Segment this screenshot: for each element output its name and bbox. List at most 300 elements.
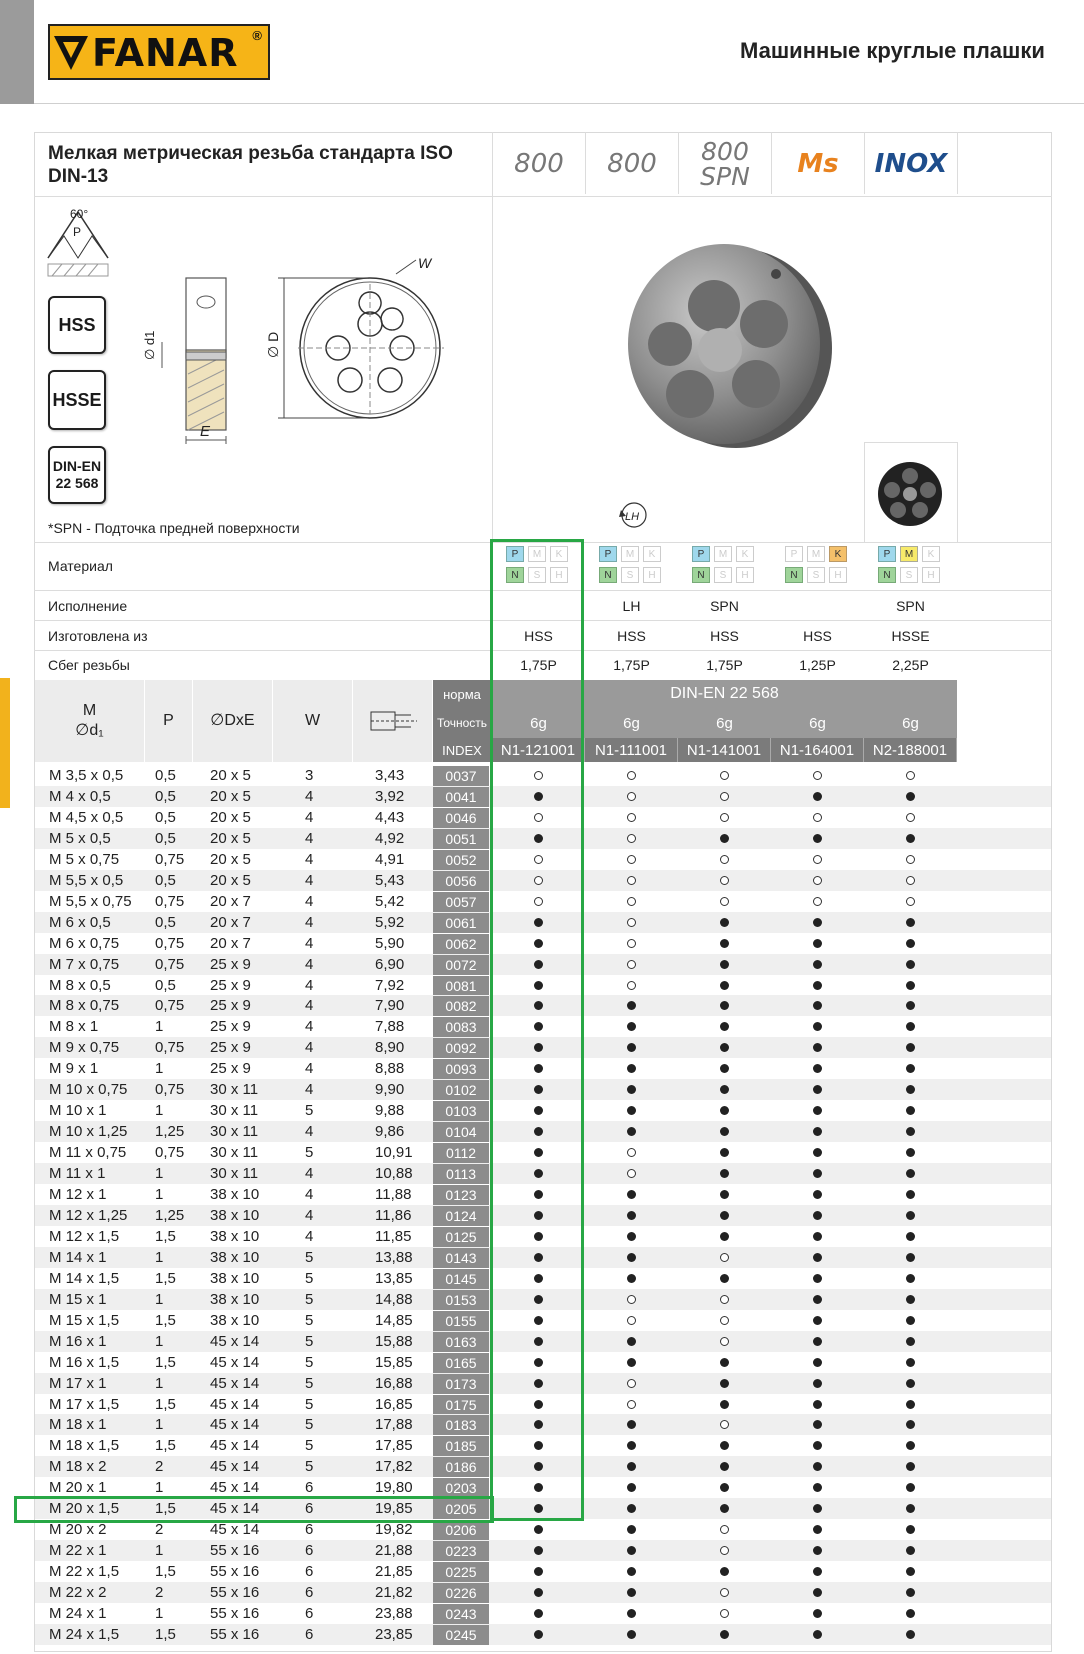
outer-dimensions-cell: 45 x 14 [210, 1332, 260, 1350]
outer-dimensions-cell: 30 x 11 [210, 1123, 259, 1141]
available-dot-icon [720, 1504, 729, 1513]
available-dot-icon [720, 1106, 729, 1115]
width-code-cell: 5 [305, 1374, 314, 1392]
thread-size-cell: M 11 x 1 [49, 1165, 106, 1183]
available-dot-icon [720, 1001, 729, 1010]
d1-dimension-label: ∅ d1 [142, 330, 157, 360]
hsse-badge: HSSE [48, 370, 106, 430]
die-front-view-icon [265, 254, 458, 424]
thread-size-cell: M 17 x 1,5 [49, 1395, 120, 1413]
bore-diameter-cell: 17,85 [375, 1437, 413, 1455]
row-index-cell: 0092 [433, 1038, 489, 1058]
available-dot-icon [720, 1400, 729, 1409]
width-code-cell: 5 [305, 1311, 314, 1329]
row-index-cell: 0203 [433, 1478, 489, 1498]
outer-dimensions-cell: 55 x 16 [210, 1625, 260, 1643]
thread-angle-label: 60° [70, 207, 89, 221]
row-index-cell: 0083 [433, 1017, 489, 1037]
row-index-cell: 0046 [433, 808, 489, 828]
available-dot-icon [813, 1420, 822, 1429]
available-dot-icon [813, 792, 822, 801]
bore-diameter-cell: 9,86 [375, 1123, 405, 1141]
pitch-cell: 2 [155, 1521, 164, 1539]
available-dot-icon [906, 1546, 915, 1555]
available-dot-icon [906, 1504, 915, 1513]
pitch-cell: 1,5 [155, 1437, 176, 1455]
available-dot-icon [906, 792, 915, 801]
available-dot-icon [906, 1232, 915, 1241]
thread-size-cell: M 20 x 1 [49, 1479, 107, 1497]
material-chip-p: P [692, 546, 710, 562]
pitch-cell: 0,5 [155, 787, 176, 805]
bore-diameter-cell: 19,80 [375, 1479, 413, 1497]
thread-size-cell: M 14 x 1,5 [49, 1269, 120, 1287]
available-dot-icon [627, 1337, 636, 1346]
table-row[interactable] [35, 1582, 1051, 1603]
pitch-cell: 1 [155, 1479, 164, 1497]
available-dot-icon [627, 1588, 636, 1597]
on-request-circle-icon [627, 897, 636, 906]
on-request-circle-icon [627, 960, 636, 969]
row-index-cell: 0145 [433, 1269, 489, 1289]
outer-dimensions-cell: 20 x 7 [210, 934, 251, 952]
outer-dimensions-cell: 20 x 5 [210, 850, 251, 868]
available-dot-icon [906, 1106, 915, 1115]
row-index-cell: 0185 [433, 1436, 489, 1456]
row-index-cell: 0104 [433, 1122, 489, 1142]
on-request-circle-icon [720, 876, 729, 885]
material-chip-n: N [692, 567, 710, 583]
available-dot-icon [720, 1358, 729, 1367]
width-code-cell: 6 [305, 1605, 314, 1622]
width-code-cell: 5 [305, 1248, 314, 1266]
on-request-circle-icon [627, 1148, 636, 1157]
bore-diameter-cell: 4,43 [375, 808, 405, 826]
width-code-cell: 5 [305, 1144, 314, 1162]
available-dot-icon [534, 1588, 543, 1597]
on-request-circle-icon [627, 813, 636, 822]
material-chip-k: K [550, 546, 568, 562]
on-request-circle-icon [720, 1295, 729, 1304]
pitch-cell: 1,25 [155, 1123, 185, 1141]
row-index-cell: 0175 [433, 1395, 489, 1415]
outer-dimensions-cell: 45 x 14 [210, 1437, 260, 1455]
lh-label: LH [625, 511, 640, 523]
available-dot-icon [627, 1630, 636, 1639]
available-dot-icon [720, 1043, 729, 1052]
available-dot-icon [627, 1253, 636, 1262]
pitch-cell: 0,75 [155, 1144, 185, 1162]
outer-dimensions-cell: 25 x 9 [210, 1039, 251, 1057]
on-request-circle-icon [813, 771, 822, 780]
outer-dimensions-cell: 20 x 7 [210, 913, 251, 931]
material-chip-m: M [807, 546, 825, 562]
spn-footnote: *SPN - Подточка предней поверхности [48, 520, 300, 536]
on-request-circle-icon [720, 1337, 729, 1346]
available-dot-icon [906, 1085, 915, 1094]
available-dot-icon [906, 1127, 915, 1136]
width-code-cell: 3 [305, 767, 314, 784]
available-dot-icon [906, 1274, 915, 1283]
row-index-cell: 0205 [433, 1499, 489, 1519]
d-dimension-label: ∅ D [265, 331, 281, 358]
outer-dimensions-cell: 38 x 10 [210, 1206, 260, 1224]
pitch-cell: 0,75 [155, 934, 185, 952]
row-index-cell: 0245 [433, 1625, 489, 1645]
outer-dimensions-cell: 38 x 10 [210, 1311, 260, 1329]
thread-profile-icon [46, 206, 110, 278]
outer-dimensions-cell: 25 x 9 [210, 997, 251, 1015]
available-dot-icon [906, 1483, 915, 1492]
available-dot-icon [906, 960, 915, 969]
bore-diameter-cell: 11,85 [375, 1227, 412, 1245]
width-code-cell: 6 [305, 1542, 314, 1560]
outer-dimensions-cell: 45 x 14 [210, 1395, 260, 1413]
available-dot-icon [813, 1525, 822, 1534]
available-dot-icon [906, 1337, 915, 1346]
width-code-cell: 4 [305, 1186, 314, 1203]
width-code-cell: 6 [305, 1584, 314, 1602]
row-index-cell: 0056 [433, 871, 489, 891]
bore-diameter-cell: 3,92 [375, 787, 405, 805]
on-request-circle-icon [813, 897, 822, 906]
available-dot-icon [813, 1127, 822, 1136]
width-code-cell: 4 [305, 829, 314, 847]
pitch-cell: 1,5 [155, 1395, 176, 1413]
pitch-cell: 0,5 [155, 913, 176, 931]
bore-diameter-cell: 11,88 [375, 1186, 412, 1203]
registered-mark: ® [252, 28, 262, 43]
row-index-cell: 0082 [433, 996, 489, 1016]
material-chip-k: K [643, 546, 661, 562]
width-code-cell: 6 [305, 1521, 314, 1539]
on-request-circle-icon [720, 771, 729, 780]
row-index-cell: 0206 [433, 1520, 489, 1540]
on-request-circle-icon [627, 834, 636, 843]
thread-size-cell: M 5 x 0,5 [49, 829, 111, 847]
thread-size-cell: M 4,5 x 0,5 [49, 808, 124, 826]
thread-size-cell: M 5,5 x 0,75 [49, 892, 132, 910]
material-chip-n: N [599, 567, 617, 583]
available-dot-icon [813, 1400, 822, 1409]
width-code-cell: 5 [305, 1269, 314, 1287]
pitch-cell: 1 [155, 1374, 164, 1392]
thread-size-cell: M 22 x 1,5 [49, 1563, 120, 1581]
bore-diameter-cell: 16,85 [375, 1395, 413, 1413]
outer-dimensions-cell: 30 x 11 [210, 1144, 259, 1162]
header-m [35, 680, 145, 762]
width-code-cell: 4 [305, 871, 314, 889]
row-index-cell: 0226 [433, 1583, 489, 1603]
available-dot-icon [720, 1064, 729, 1073]
available-dot-icon [906, 1316, 915, 1325]
pitch-cell: 0,75 [155, 997, 185, 1015]
index-label: INDEX [433, 738, 491, 762]
bore-diameter-cell: 23,88 [375, 1605, 413, 1622]
row-index-cell: 0143 [433, 1248, 489, 1268]
header-dxe: ∅DxE [193, 680, 273, 762]
material-chip-h: H [829, 567, 847, 583]
available-dot-icon [720, 1022, 729, 1031]
outer-dimensions-cell: 55 x 16 [210, 1605, 260, 1622]
available-dot-icon [906, 1001, 915, 1010]
pitch-cell: 0,75 [155, 955, 185, 973]
available-dot-icon [720, 1190, 729, 1199]
bore-diameter-cell: 16,88 [375, 1374, 413, 1392]
row-index-cell: 0057 [433, 892, 489, 912]
pitch-cell: 2 [155, 1458, 164, 1476]
thread-size-cell: M 5,5 x 0,5 [49, 871, 124, 889]
available-dot-icon [720, 1127, 729, 1136]
outer-dimensions-cell: 30 x 11 [210, 1165, 259, 1183]
on-request-circle-icon [906, 855, 915, 864]
thread-size-cell: M 16 x 1 [49, 1332, 107, 1350]
row-index-cell: 0243 [433, 1604, 489, 1624]
material-chip-s: S [807, 567, 825, 583]
material-chip-n: N [785, 567, 803, 583]
available-dot-icon [813, 1106, 822, 1115]
bore-diameter-cell: 8,90 [375, 1039, 405, 1057]
thread-size-cell: M 12 x 1,5 [49, 1227, 120, 1245]
width-code-cell: 4 [305, 976, 314, 994]
available-dot-icon [906, 1525, 915, 1534]
row-index-cell: 0061 [433, 913, 489, 933]
thread-size-cell: M 5 x 0,75 [49, 850, 120, 868]
brand-name: FANAR [92, 31, 239, 75]
din-en-badge-line: 22 568 [55, 475, 99, 491]
thread-size-cell: M 3,5 x 0,5 [49, 767, 124, 784]
e-dimension-label: E [200, 423, 211, 440]
material-chip-h: H [736, 567, 754, 583]
on-request-circle-icon [720, 1253, 729, 1262]
thread-size-cell: M 9 x 1 [49, 1060, 99, 1078]
row-index-cell: 0112 [433, 1143, 489, 1163]
column-header-800-lh: 800 [607, 149, 657, 179]
available-dot-icon [813, 1190, 822, 1199]
bore-diameter-cell: 7,88 [375, 1018, 405, 1036]
left-hand-rotation-icon [617, 500, 651, 530]
column-index-code: N1-121001 [492, 738, 585, 762]
available-dot-icon [813, 834, 822, 843]
table-row[interactable] [35, 1540, 1051, 1561]
thread-size-cell: M 10 x 1 [49, 1102, 107, 1120]
available-dot-icon [813, 1337, 822, 1346]
available-dot-icon [813, 1001, 822, 1010]
available-dot-icon [813, 1253, 822, 1262]
available-dot-icon [906, 1148, 915, 1157]
width-code-cell: 5 [305, 1332, 314, 1350]
outer-dimensions-cell: 20 x 5 [210, 767, 251, 784]
runout-label: Сбег резьбы [48, 657, 130, 673]
thread-size-cell: M 22 x 1 [49, 1542, 107, 1560]
bore-diameter-cell: 23,85 [375, 1625, 413, 1643]
column-index-code: N1-111001 [585, 738, 678, 762]
available-dot-icon [813, 1567, 822, 1576]
thread-size-cell: M 10 x 0,75 [49, 1081, 128, 1099]
din-en-badge [48, 446, 106, 504]
available-dot-icon [813, 1316, 822, 1325]
outer-dimensions-cell: 20 x 5 [210, 829, 251, 847]
outer-dimensions-cell: 45 x 14 [210, 1479, 260, 1497]
material-chip-s: S [621, 567, 639, 583]
available-dot-icon [720, 1379, 729, 1388]
bore-diameter-cell: 3,43 [375, 767, 405, 784]
pitch-cell: 1 [155, 1605, 164, 1622]
pitch-cell: 1 [155, 1542, 164, 1560]
available-dot-icon [813, 1462, 822, 1471]
pitch-cell: 0,5 [155, 829, 176, 847]
outer-dimensions-cell: 45 x 14 [210, 1521, 260, 1539]
outer-dimensions-cell: 55 x 16 [210, 1563, 260, 1581]
die-side-section-icon [140, 264, 260, 444]
available-dot-icon [813, 1022, 822, 1031]
width-code-cell: 5 [305, 1416, 314, 1434]
execution-value: SPN [710, 598, 739, 614]
hss-badge: HSS [48, 296, 106, 354]
width-code-cell: 4 [305, 1165, 314, 1183]
bore-diameter-cell: 5,42 [375, 892, 405, 910]
on-request-circle-icon [720, 792, 729, 801]
made-of-label: Изготовлена из [48, 628, 148, 644]
din-en-badge-line: DIN-EN [52, 458, 102, 474]
available-dot-icon [627, 1232, 636, 1241]
made-of-value: HSS [803, 628, 832, 644]
pitch-cell: 1,25 [155, 1206, 185, 1224]
width-code-cell: 5 [305, 1290, 314, 1308]
available-dot-icon [813, 1043, 822, 1052]
bore-diameter-cell: 6,90 [375, 955, 405, 973]
available-dot-icon [813, 1064, 822, 1073]
row-index-cell: 0153 [433, 1290, 489, 1310]
available-dot-icon [906, 1400, 915, 1409]
pitch-cell: 1,5 [155, 1227, 176, 1245]
available-dot-icon [534, 1630, 543, 1639]
header-w: W [273, 680, 353, 762]
available-dot-icon [627, 1546, 636, 1555]
available-dot-icon [906, 1253, 915, 1262]
round-die-photo [624, 244, 834, 464]
table-row[interactable] [35, 1561, 1051, 1582]
available-dot-icon [720, 1441, 729, 1450]
header-m-line: ∅d₁ [75, 722, 104, 739]
thread-size-cell: M 6 x 0,75 [49, 934, 120, 952]
bore-diameter-cell: 15,88 [375, 1332, 413, 1350]
bore-diameter-cell: 19,85 [375, 1500, 413, 1518]
tolerance-value: 6g [809, 714, 826, 732]
pitch-cell: 2 [155, 1584, 164, 1602]
on-request-circle-icon [720, 1588, 729, 1597]
outer-dimensions-cell: 38 x 10 [210, 1227, 260, 1245]
thread-size-cell: M 12 x 1,25 [49, 1206, 128, 1224]
bore-diameter-cell: 10,91 [375, 1144, 413, 1162]
available-dot-icon [720, 1630, 729, 1639]
available-dot-icon [906, 1358, 915, 1367]
material-chip-p: P [506, 546, 524, 562]
outer-dimensions-cell: 55 x 16 [210, 1584, 260, 1602]
on-request-circle-icon [627, 1379, 636, 1388]
width-code-cell: 4 [305, 808, 314, 826]
outer-dimensions-cell: 20 x 7 [210, 892, 251, 910]
table-row[interactable] [35, 1603, 1051, 1624]
available-dot-icon [813, 1609, 822, 1618]
available-dot-icon [906, 1295, 915, 1304]
bore-diameter-cell: 5,92 [375, 913, 405, 931]
row-index-cell: 0173 [433, 1374, 489, 1394]
thread-size-cell: M 8 x 0,75 [49, 997, 120, 1015]
table-row[interactable] [35, 1624, 1051, 1645]
on-request-circle-icon [813, 813, 822, 822]
on-request-circle-icon [627, 792, 636, 801]
thread-size-cell: M 20 x 1,5 [49, 1500, 120, 1518]
page-title: Машинные круглые плашки [740, 38, 1045, 63]
available-dot-icon [534, 1567, 543, 1576]
outer-dimensions-cell: 38 x 10 [210, 1290, 260, 1308]
available-dot-icon [813, 1358, 822, 1367]
outer-dimensions-cell: 25 x 9 [210, 1060, 251, 1078]
available-dot-icon [813, 1483, 822, 1492]
row-index-cell: 0223 [433, 1541, 489, 1561]
available-dot-icon [627, 1609, 636, 1618]
pitch-cell: 1,5 [155, 1353, 176, 1371]
available-dot-icon [906, 1211, 915, 1220]
available-dot-icon [720, 834, 729, 843]
bore-diameter-cell: 15,85 [375, 1353, 413, 1371]
row-index-cell: 0062 [433, 934, 489, 954]
on-request-circle-icon [627, 1316, 636, 1325]
execution-value: SPN [896, 598, 925, 614]
outer-dimensions-cell: 20 x 5 [210, 787, 251, 805]
material-chip-s: S [900, 567, 918, 583]
outer-dimensions-cell: 20 x 5 [210, 871, 251, 889]
available-dot-icon [906, 939, 915, 948]
thread-size-cell: M 22 x 2 [49, 1584, 107, 1602]
width-code-cell: 4 [305, 913, 314, 931]
material-chip-m: M [528, 546, 546, 562]
bore-diameter-cell: 21,88 [375, 1542, 413, 1560]
thread-size-cell: M 15 x 1,5 [49, 1311, 120, 1329]
available-dot-icon [720, 939, 729, 948]
execution-label: Исполнение [48, 598, 128, 614]
thread-size-cell: M 10 x 1,25 [49, 1123, 128, 1141]
available-dot-icon [720, 1085, 729, 1094]
material-chip-s: S [714, 567, 732, 583]
bore-diameter-cell: 21,85 [375, 1563, 413, 1581]
available-dot-icon [627, 1085, 636, 1094]
column-header-line: SPN [700, 162, 750, 191]
bore-diameter-cell: 8,88 [375, 1060, 405, 1078]
outer-dimensions-cell: 38 x 10 [210, 1248, 260, 1266]
column-header-inox: INOX [874, 149, 948, 179]
width-code-cell: 5 [305, 1437, 314, 1455]
row-index-cell: 0103 [433, 1101, 489, 1121]
on-request-circle-icon [627, 981, 636, 990]
available-dot-icon [813, 1232, 822, 1241]
material-chip-k: K [829, 546, 847, 562]
on-request-circle-icon [906, 876, 915, 885]
material-chip-m: M [621, 546, 639, 562]
row-index-cell: 0186 [433, 1457, 489, 1477]
available-dot-icon [720, 1148, 729, 1157]
available-dot-icon [906, 1441, 915, 1450]
thread-pitch-label: P [73, 225, 82, 239]
bore-diameter-cell: 19,82 [375, 1521, 413, 1539]
inox-die-photo [876, 460, 944, 528]
pitch-cell: 1,5 [155, 1500, 176, 1518]
on-request-circle-icon [720, 897, 729, 906]
on-request-circle-icon [627, 939, 636, 948]
pitch-cell: 0,75 [155, 892, 185, 910]
available-dot-icon [813, 1379, 822, 1388]
